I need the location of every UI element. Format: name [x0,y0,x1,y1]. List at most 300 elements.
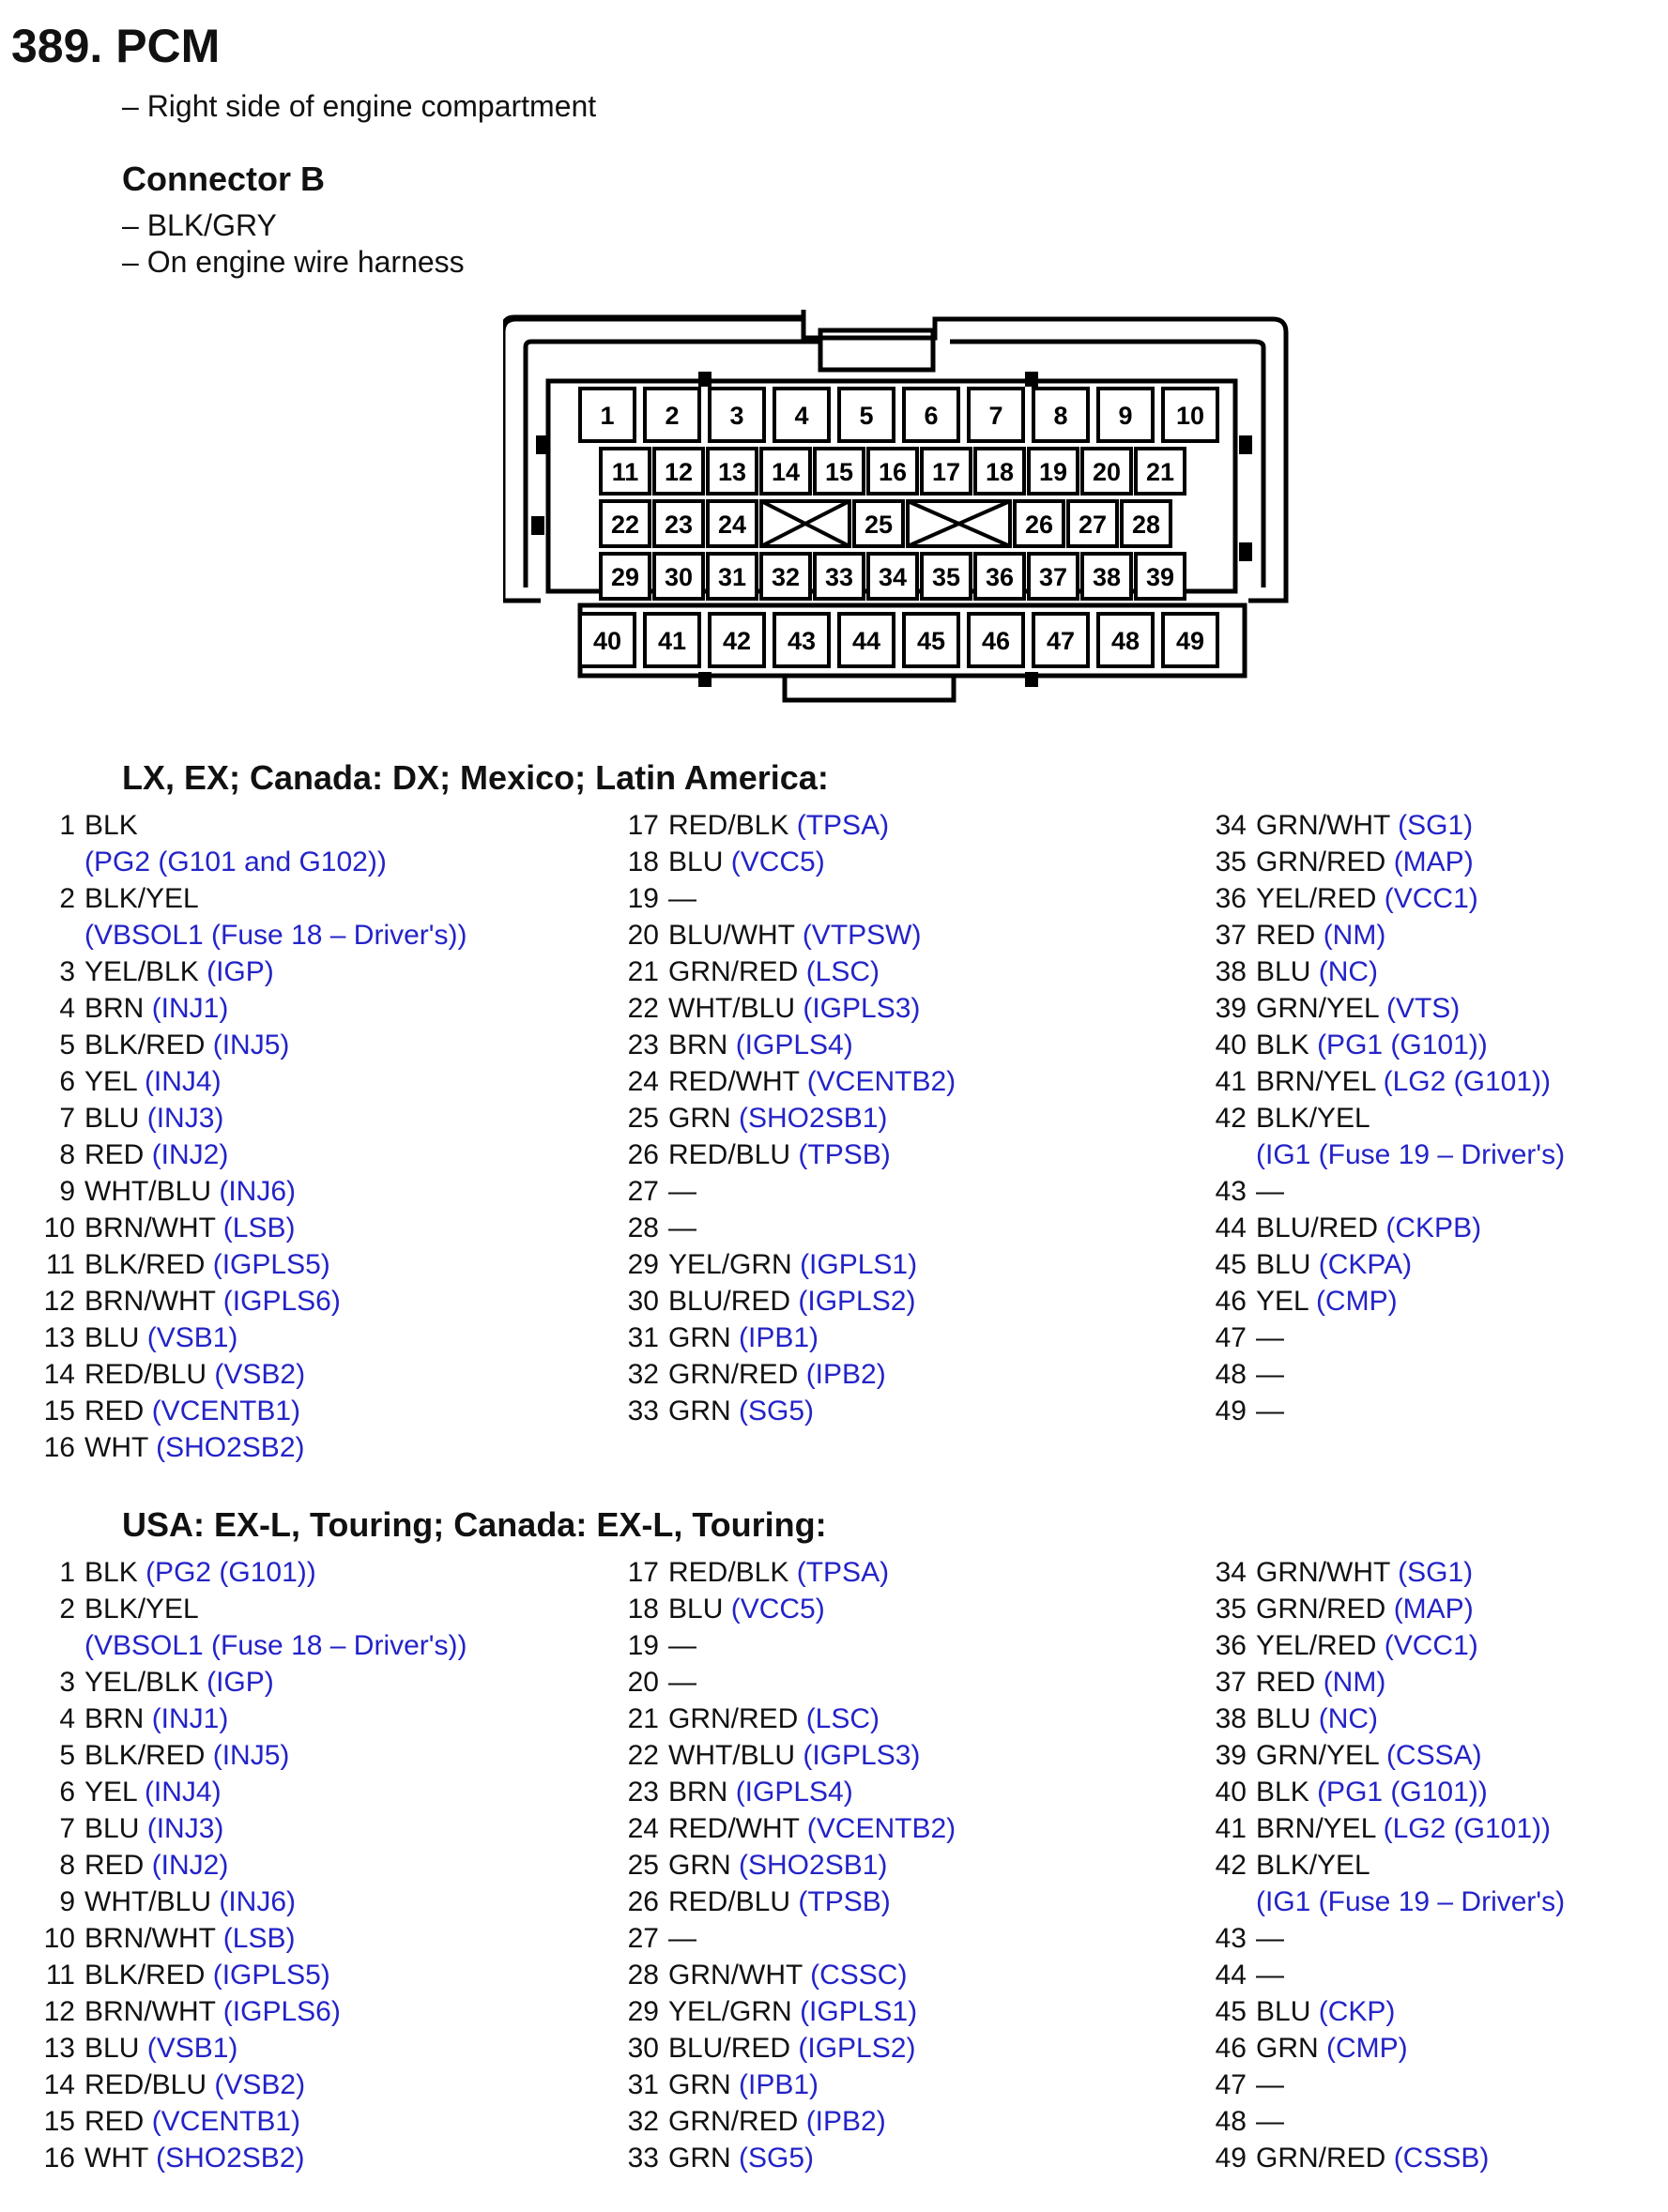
signal-name: (CKP) [1318,1996,1396,2027]
pin-number-label: 10 [43,1213,75,1243]
pin-number-label: 40 [1215,1777,1247,1808]
pinout-row [593,1957,956,1993]
wire-color: WHT/BLU [84,1886,211,1917]
pinout-row [1181,1847,1565,1884]
wire-color: RED/BLU [668,1139,791,1170]
pin-number-label: 1 [59,810,75,841]
pinout-row [9,1737,467,1774]
pin-grid [580,389,1217,666]
signal-name: (VCC5) [730,847,825,877]
pinout-row [593,844,956,880]
wire-color: RED [84,1396,145,1426]
pinout-row [1181,1627,1565,1664]
wire-color: GRN/RED [1256,2143,1386,2174]
signal-name: (CSSB) [1393,2143,1490,2174]
signal-name: (TPSB) [798,1886,891,1917]
wire-color: BLK/RED [84,1030,206,1060]
pin-number-label: 3 [59,1667,75,1698]
signal-name: (IPB2) [805,1359,886,1390]
pinout-row [593,990,956,1027]
wire-color: BLU [1256,1703,1311,1734]
pin-number: 12 [664,458,694,486]
pinout-row [1181,1701,1565,1737]
pinout-row [9,1993,467,2030]
pin-number-label: 9 [59,1886,75,1917]
wire-color: BLU/RED [1256,1213,1379,1243]
pinout-column [9,807,467,1466]
pin-number-label: 5 [59,1740,75,1771]
pinout-row [1181,1957,1565,1993]
wire-color: RED [84,1139,145,1170]
pin-number-label: 33 [627,1396,659,1426]
signal-name: (TPSA) [796,810,890,841]
wire-color: — [668,1667,696,1698]
pin-number-label: 36 [1215,883,1247,914]
wire-color: BLK [84,810,138,841]
pin-number-label: 7 [59,1103,75,1134]
wire-color: WHT [84,1432,148,1463]
pin-number: 11 [611,458,639,486]
pinout-row [1181,1737,1565,1774]
pin-number: 23 [664,511,694,539]
pin-number: 29 [610,563,640,591]
signal-name: (IGPLS5) [212,1249,330,1280]
pinout-row [593,1283,956,1320]
wire-color: GRN/RED [668,956,799,987]
signal-name: (PG1 (G101)) [1317,1777,1488,1808]
pinout-row [9,1429,467,1466]
pinout-row [1181,1993,1565,2030]
wire-color: BLK [1256,1777,1309,1808]
pinout-row [1181,1884,1565,1920]
pin-number-label: 14 [43,2069,75,2100]
wire-color: BRN/WHT [84,1923,216,1954]
signal-name: (SHO2SB1) [739,1103,888,1134]
signal-name: (IPB1) [739,1322,819,1353]
pin-number: 42 [722,627,752,655]
pin-number-label: 20 [627,1667,659,1698]
pin-number-label: 39 [1215,1740,1247,1771]
pin-number: 2 [665,402,680,430]
pin-number: 45 [916,627,946,655]
wire-color: BRN/WHT [84,1996,216,2027]
signal-name: (CSSA) [1385,1740,1482,1771]
signal-name: (NC) [1318,956,1379,987]
pin-number-label: 28 [627,1213,659,1243]
pin-number-label: 31 [627,1322,659,1353]
pinout-row [593,2030,956,2067]
pin-number: 8 [1053,402,1068,430]
pin-number-label: 46 [1215,1286,1247,1317]
wire-color: RED/BLU [84,1359,207,1390]
pin-number: 9 [1118,402,1133,430]
wire-color: RED/BLU [668,1886,791,1917]
pin-number-label: 27 [627,1176,659,1207]
wire-color: BRN/WHT [84,1286,216,1317]
wire-color: GRN [668,1103,731,1134]
pin-number: 7 [988,402,1003,430]
pin-number-label: 26 [627,1139,659,1170]
location-note: – Right side of engine compartment [122,89,597,123]
pin-number-label: 36 [1215,1630,1247,1661]
signal-name: (LSC) [805,956,880,987]
signal-name: (IGPLS3) [803,993,921,1024]
wire-color: BLU [668,1594,724,1625]
wire-color: YEL/BLK [84,956,199,987]
wire-color: BRN [668,1777,728,1808]
pinout-row [593,2140,956,2176]
pin-number: 28 [1131,511,1161,539]
wire-color: BLK/YEL [1256,1103,1370,1134]
signal-name: (VCC1) [1384,883,1478,914]
pinout-row [9,1847,467,1884]
signal-name: (IGPLS4) [735,1777,853,1808]
pin-number-label: 2 [59,1594,75,1625]
pinout-column [593,807,956,1429]
pinout-row [9,1173,467,1210]
pinout-row [9,1554,467,1591]
wire-color: RED [1256,920,1316,951]
pin-number-label: 44 [1215,1960,1247,1991]
signal-name: (IGPLS5) [212,1960,330,1991]
pinout-row [1181,1210,1565,1246]
pin-number-label: 32 [627,2106,659,2137]
pin-number: 14 [771,458,801,486]
pin-number-label: 38 [1215,1703,1247,1734]
pin-number: 17 [931,458,961,486]
pin-number-label: 19 [627,883,659,914]
pinout-row [1181,1554,1565,1591]
wire-color: RED/BLK [668,1557,789,1588]
pin-number-label: 33 [627,2143,659,2174]
pinout-row [593,1320,956,1356]
pin-number: 22 [610,511,640,539]
pin-number: 34 [878,563,908,591]
wire-color: BLK/RED [84,1249,206,1280]
pinout-row [1181,1591,1565,1627]
pin-number-label: 4 [59,993,75,1024]
pinout-row [593,2103,956,2140]
pin-number-label: 45 [1215,1249,1247,1280]
wire-color: BRN [84,1703,145,1734]
pin-number-label: 18 [627,847,659,877]
wire-color: — [1256,2069,1284,2100]
signal-name: (SHO2SB2) [156,1432,305,1463]
wire-color: RED/WHT [668,1813,800,1844]
wire-color: BLU/RED [668,2033,791,2064]
pinout-row [9,1320,467,1356]
pinout-row [9,1356,467,1393]
signal-name: (VSB2) [214,1359,306,1390]
pin-number: 33 [824,563,854,591]
pin-number-label: 26 [627,1886,659,1917]
pin-number-label: 43 [1215,1923,1247,1954]
signal-name: (SG5) [739,2143,815,2174]
pinout-row [593,1701,956,1737]
pinout-row [593,1246,956,1283]
wire-color: BLU [84,1103,140,1134]
wire-color: RED [84,2106,145,2137]
signal-name: (IGPLS2) [798,1286,916,1317]
pin-number: 47 [1046,627,1076,655]
signal-name: (IG1 (Fuse 19 – Driver's) [1256,1139,1566,1170]
signal-name: (IPB1) [739,2069,819,2100]
pinout-row [9,1027,467,1063]
pinout-row [9,1884,467,1920]
pin-number-label: 47 [1215,1322,1247,1353]
pinout-row [593,1993,956,2030]
wire-color: BRN [668,1030,728,1060]
wire-color: YEL/RED [1256,1630,1377,1661]
pinout-row [9,1393,467,1429]
section-heading: USA: EX-L, Touring; Canada: EX-L, Touring: [122,1505,827,1544]
pin-number: 6 [924,402,939,430]
pin-number-label: 39 [1215,993,1247,1024]
pinout-row [9,2140,467,2176]
pin-number: 49 [1175,627,1205,655]
pin-number-label: 37 [1215,920,1247,951]
pinout-row [9,2030,467,2067]
pinout-row [9,1664,467,1701]
signal-name: (LSC) [805,1703,880,1734]
signal-name: (PG1 (G101)) [1317,1030,1488,1060]
wire-color: — [1256,1322,1284,1353]
wire-color: RED/BLK [668,810,789,841]
pinout-row [1181,1063,1565,1100]
pin-number: 25 [864,511,894,539]
pin-number-label: 30 [627,1286,659,1317]
pinout-row [593,1173,956,1210]
pin-number-label: 13 [43,2033,75,2064]
signal-name: (CKPA) [1318,1249,1413,1280]
pinout-row [593,807,956,844]
pin-number: 13 [717,458,747,486]
signal-name: (INJ1) [151,993,229,1024]
wire-color: BLU/WHT [668,920,795,951]
signal-name: (IGPLS1) [800,1996,918,2027]
pin-number: 10 [1175,402,1205,430]
pinout-row [593,1210,956,1246]
signal-name: (IGP) [207,956,274,987]
pinout-row [9,807,467,844]
signal-name: (MAP) [1393,847,1474,877]
pinout-row [9,953,467,990]
pinout-row [593,1884,956,1920]
signal-name: (IGPLS6) [222,1996,341,2027]
wire-color: GRN/YEL [1256,993,1379,1024]
signal-name: (PG2 (G101 and G102)) [84,847,387,877]
pin-number-label: 3 [59,956,75,987]
pinout-row [593,917,956,953]
pinout-row [9,880,467,917]
wire-color: YEL/RED [1256,883,1377,914]
pin-number: 40 [592,627,622,655]
pinout-row [9,1137,467,1173]
pinout-row [9,1246,467,1283]
wire-color: YEL/GRN [668,1996,792,2027]
pinout-row [1181,1810,1565,1847]
pinout-row [9,1627,467,1664]
pin-number-label: 42 [1215,1103,1247,1134]
wire-color: BLU [84,1813,140,1844]
signal-name: (INJ1) [151,1703,229,1734]
pin-number: 15 [824,458,854,486]
wire-color: GRN [668,1322,731,1353]
signal-name: (INJ4) [144,1777,222,1808]
pin-number-label: 34 [1215,1557,1247,1588]
pin-number-label: 17 [627,1557,659,1588]
wire-color: WHT/BLU [668,1740,795,1771]
signal-name: (INJ2) [151,1850,229,1881]
wire-color: WHT/BLU [84,1176,211,1207]
pin-number-label: 32 [627,1359,659,1390]
pin-number-label: 46 [1215,2033,1247,2064]
wire-color: GRN [668,1850,731,1881]
connector-harness-note: – On engine wire harness [122,245,465,279]
pin-number-label: 24 [627,1066,659,1097]
pin-number-label: 23 [627,1030,659,1060]
signal-name: (IGP) [207,1667,274,1698]
pinout-row [9,2103,467,2140]
signal-name: (VCENTB2) [806,1066,956,1097]
wire-color: GRN/RED [668,2106,799,2137]
pinout-column [1181,807,1565,1429]
signal-name: (CMP) [1326,2033,1408,2064]
pin-number: 21 [1145,458,1175,486]
pinout-row [9,2067,467,2103]
signal-name: (VBSOL1 (Fuse 18 – Driver's)) [84,920,467,951]
wire-color: YEL/GRN [668,1249,792,1280]
pin-number-label: 1 [59,1557,75,1588]
pinout-row [9,1283,467,1320]
pinout-row [9,1957,467,1993]
pin-number-label: 13 [43,1322,75,1353]
wire-color: BLU [1256,1996,1311,2027]
wire-color: YEL [84,1777,137,1808]
pinout-row [1181,1283,1565,1320]
pin-number-label: 12 [43,1286,75,1317]
pin-number-label: 20 [627,920,659,951]
pinout-row [1181,2030,1565,2067]
pin-number-label: 16 [43,1432,75,1463]
wire-color: — [668,1923,696,1954]
signal-name: (VBSOL1 (Fuse 18 – Driver's)) [84,1630,467,1661]
pin-number-label: 28 [627,1960,659,1991]
pinout-row [593,2067,956,2103]
pin-number-label: 41 [1215,1813,1247,1844]
pin-number-label: 22 [627,993,659,1024]
wire-color: GRN [1256,2033,1319,2064]
pin-number: 26 [1024,511,1054,539]
signal-name: (VCENTB2) [806,1813,956,1844]
pinout-row [9,1774,467,1810]
pinout-row [593,1664,956,1701]
signal-name: (TPSB) [798,1139,891,1170]
pin-number: 35 [931,563,961,591]
wire-color: BLK/YEL [84,883,199,914]
pin-number-label: 44 [1215,1213,1247,1243]
signal-name: (SHO2SB2) [156,2143,305,2174]
signal-name: (INJ6) [219,1176,297,1207]
signal-name: (VSB2) [214,2069,306,2100]
pin-number-label: 25 [627,1850,659,1881]
pin-number: 24 [717,511,747,539]
pin-number-label: 9 [59,1176,75,1207]
wire-color: — [1256,1176,1284,1207]
signal-name: (INJ4) [144,1066,222,1097]
wire-color: GRN/WHT [1256,810,1390,841]
pinout-row [9,1210,467,1246]
pinout-row [593,1137,956,1173]
wire-color: RED/BLU [84,2069,207,2100]
signal-name: (CMP) [1315,1286,1398,1317]
signal-name: (TPSA) [796,1557,890,1588]
pin-number: 30 [664,563,694,591]
pin-number-label: 48 [1215,2106,1247,2137]
pin-number-label: 42 [1215,1850,1247,1881]
pinout-row [1181,1774,1565,1810]
pin-number: 48 [1110,627,1140,655]
wire-color: BLU [668,847,724,877]
signal-name: (NC) [1318,1703,1379,1734]
pinout-row [1181,1246,1565,1283]
pinout-row [1181,1137,1565,1173]
wire-color: — [1256,2106,1284,2137]
signal-name: (VSB1) [146,1322,238,1353]
pin-number-label: 6 [59,1777,75,1808]
wire-color: GRN/WHT [1256,1557,1390,1588]
wire-color: GRN/RED [668,1703,799,1734]
pinout-row [9,844,467,880]
pin-number: 4 [794,402,809,430]
pinout-row [593,1774,956,1810]
wire-color: BRN/YEL [1256,1066,1376,1097]
signal-name: (INJ5) [212,1030,290,1060]
pinout-row [593,880,956,917]
pinout-row [593,1920,956,1957]
signal-name: (NM) [1323,920,1386,951]
pin-number-label: 2 [59,883,75,914]
pinout-row [593,1591,956,1627]
wire-color: GRN/YEL [1256,1740,1379,1771]
wire-color: GRN/RED [1256,1594,1386,1625]
pin-number: 44 [851,627,881,655]
pinout-row [9,917,467,953]
pin-number: 16 [878,458,908,486]
signal-name: (LSB) [222,1213,296,1243]
pinout-row [1181,1173,1565,1210]
pin-number-label: 15 [43,1396,75,1426]
pin-number: 37 [1038,563,1068,591]
pin-number-label: 29 [627,1249,659,1280]
pinout-row [1181,1664,1565,1701]
pinout-row [593,1847,956,1884]
signal-name: (INJ2) [151,1139,229,1170]
pin-number: 41 [657,627,687,655]
wire-color: — [668,1213,696,1243]
signal-name: (VTPSW) [802,920,922,951]
wire-color: — [668,883,696,914]
pinout-column [9,1554,467,2176]
pinout-row [1181,844,1565,880]
pin-number: 18 [985,458,1015,486]
pinout-row [1181,2140,1565,2176]
pin-number: 27 [1078,511,1108,539]
section-heading: LX, EX; Canada: DX; Mexico; Latin America: [122,758,829,797]
wire-color: YEL [1256,1286,1308,1317]
wire-color: GRN [668,1396,731,1426]
pin-number-label: 8 [59,1850,75,1881]
